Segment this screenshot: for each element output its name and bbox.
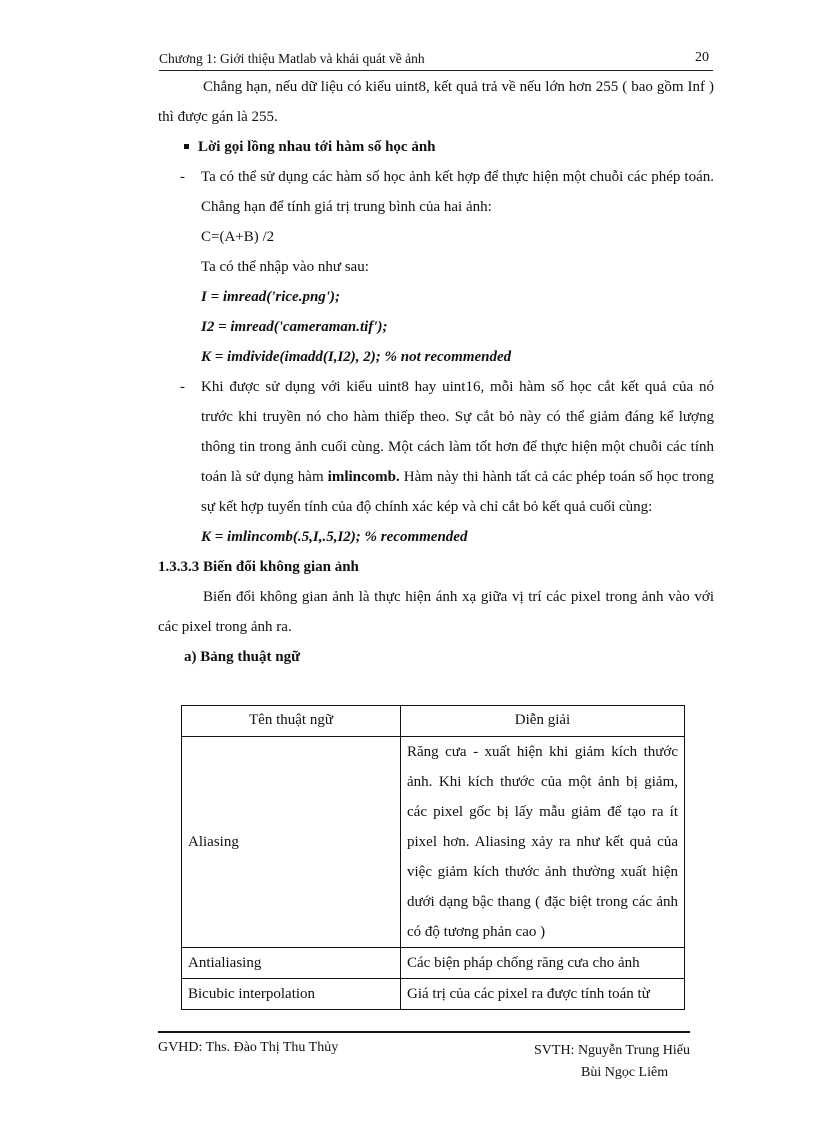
dash-item-text: Ta có thể sử dụng các hàm số học ảnh kết hợp để thực hiện một chuỗi các phép toán. Chẳng hạn để tính giá trị trung bình của hai ảnh: — [201, 169, 714, 215]
square-bullet-icon — [184, 144, 189, 149]
formula: C=(A+B) /2 — [201, 229, 275, 245]
section-heading: 1.3.3.3 Biến đổi không gian ảnh — [158, 559, 359, 575]
bullet-heading — [158, 132, 714, 162]
dash-item-text-cont: Hàm này thi hành tất cả các phép toán số học trong sự kết hợp tuyến tính của độ chính xác kép và chỉ cắt bỏ kết quả cuối cùng: — [201, 469, 714, 515]
paragraph-spatial-transform: Biến đổi không gian ảnh là thực hiện ánh xạ giữa vị trí các pixel trong ảnh vào với các pixel trong ảnh ra. — [158, 589, 714, 635]
description-cell: Các biện pháp chống răng cưa cho ảnh — [401, 948, 685, 979]
paragraph-uint8-saturation: Chẳng hạn, nếu dữ liệu có kiểu uint8, kết quả trả về nếu lớn hơn 255 ( bao gồm Inf ) thì được gán là 255. — [158, 79, 714, 125]
dash-item-text: Khi được sử dụng với kiểu uint8 hay uint16, mỗi hàm số học cắt kết quả của nó trước khi truyền nó cho hàm thiếp theo. Sự cắt bỏ này có thể giảm đáng kể lượng thông tin trong ảnh cuối cùng. Một cách làm tốt hơn để thực hiện một chuỗi các tính toán là sử dụng hàm — [201, 379, 714, 485]
code-line: I = imread('rice.png'); — [201, 289, 340, 305]
column-header-description: Diễn giải — [401, 706, 685, 737]
code-line: K = imlincomb(.5,I,.5,I2); % recommended — [201, 529, 468, 545]
code-line: I2 = imread('cameraman.tif'); — [201, 319, 388, 335]
advisor-name: GVHD: Ths. Đào Thị Thu Thủy — [158, 1040, 339, 1055]
student-name-2: Bùi Ngọc Liêm — [581, 1065, 669, 1080]
page-footer — [158, 1031, 690, 1080]
page-number: 20 — [695, 50, 709, 65]
term-cell: Bicubic interpolation — [182, 979, 401, 1010]
description-cell: Răng cưa - xuất hiện khi giảm kích thước ảnh. Khi kích thước của một ảnh bị giảm, các pixel gốc bị lấy mẫu giảm để tạo ra ít pixel hơn. Aliasing xảy ra như kết quả của việc giảm kích thước ảnh thường xuất hiện dưới dạng bậc thang ( đặc biệt trong các ảnh có độ tương phản cao ) — [401, 737, 685, 948]
dash-bullet-icon: - — [180, 379, 185, 395]
table-row — [182, 737, 685, 948]
table-row — [182, 948, 685, 979]
dash-item-nested-calls — [158, 162, 714, 222]
glossary-table — [181, 705, 685, 1010]
student-names — [534, 1040, 690, 1084]
term-cell: Aliasing — [182, 737, 401, 948]
page-header — [159, 48, 713, 71]
bullet-heading-text: Lời gọi lồng nhau tới hàm số học ảnh — [198, 139, 436, 155]
column-header-term: Tên thuật ngữ — [182, 706, 401, 737]
description-cell: Giá trị của các pixel ra được tính toán từ — [401, 979, 685, 1010]
table-row — [182, 979, 685, 1010]
code-intro: Ta có thể nhập vào như sau: — [201, 259, 369, 275]
chapter-title: Chương 1: Giới thiệu Matlab và khái quát về ảnh — [159, 51, 425, 66]
dash-item-clipping — [158, 372, 714, 522]
table-header-row — [182, 706, 685, 737]
dash-bullet-icon: - — [180, 169, 185, 185]
table-caption: a) Bảng thuật ngữ — [184, 649, 301, 665]
code-line: K = imdivide(imadd(I,I2), 2); % not recommended — [201, 349, 512, 365]
page-body — [158, 72, 714, 672]
function-name-bold: imlincomb. — [327, 469, 400, 485]
student-name-1: SVTH: Nguyễn Trung Hiếu — [534, 1043, 690, 1058]
term-cell: Antialiasing — [182, 948, 401, 979]
